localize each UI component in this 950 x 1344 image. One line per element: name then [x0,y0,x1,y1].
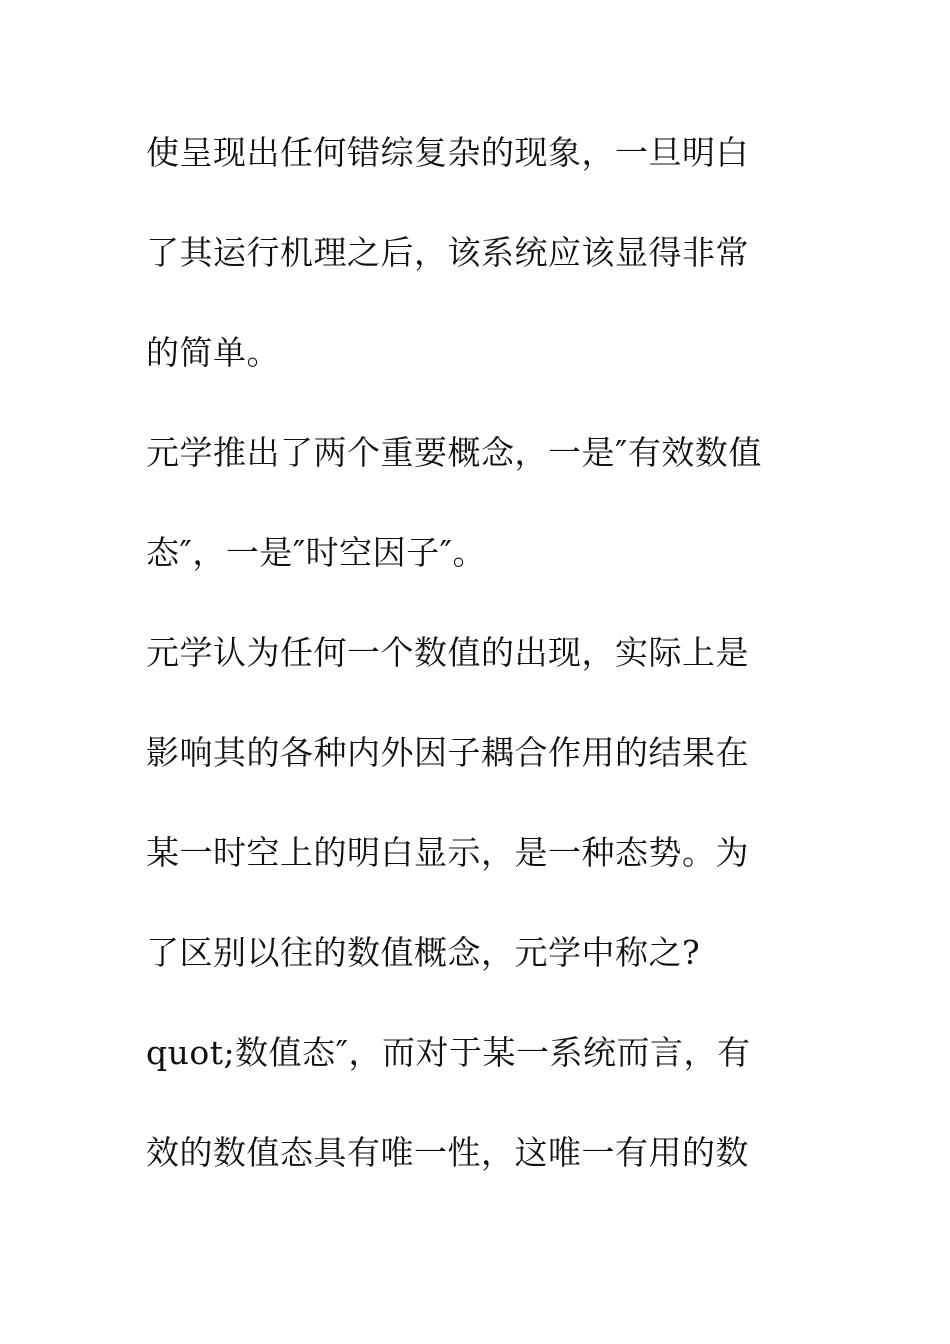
text-line: 影响其的各种内外因子耦合作用的结果在 [146,733,749,772]
body-text [146,125,826,1225]
text-line: 态″，一是″时空因子″。 [146,533,486,572]
text-line: 某一时空上的明白显示，是一种态势。为 [146,833,749,872]
text-line: quot;数值态″，而对于某一系统而言，有 [146,1033,751,1072]
text-line: 的简单。 [146,333,280,372]
text-line: 元学推出了两个重要概念，一是″有效数值 [146,433,762,472]
text-line: 了其运行机理之后，该系统应该显得非常 [146,233,749,272]
text-line: 元学认为任何一个数值的出现，实际上是 [146,633,749,672]
text-line: 效的数值态具有唯一性，这唯一有用的数 [146,1133,749,1172]
text-line: 使呈现出任何错综复杂的现象，一旦明白 [146,133,749,172]
text-line: 了区别以往的数值概念，元学中称之? [146,933,701,972]
